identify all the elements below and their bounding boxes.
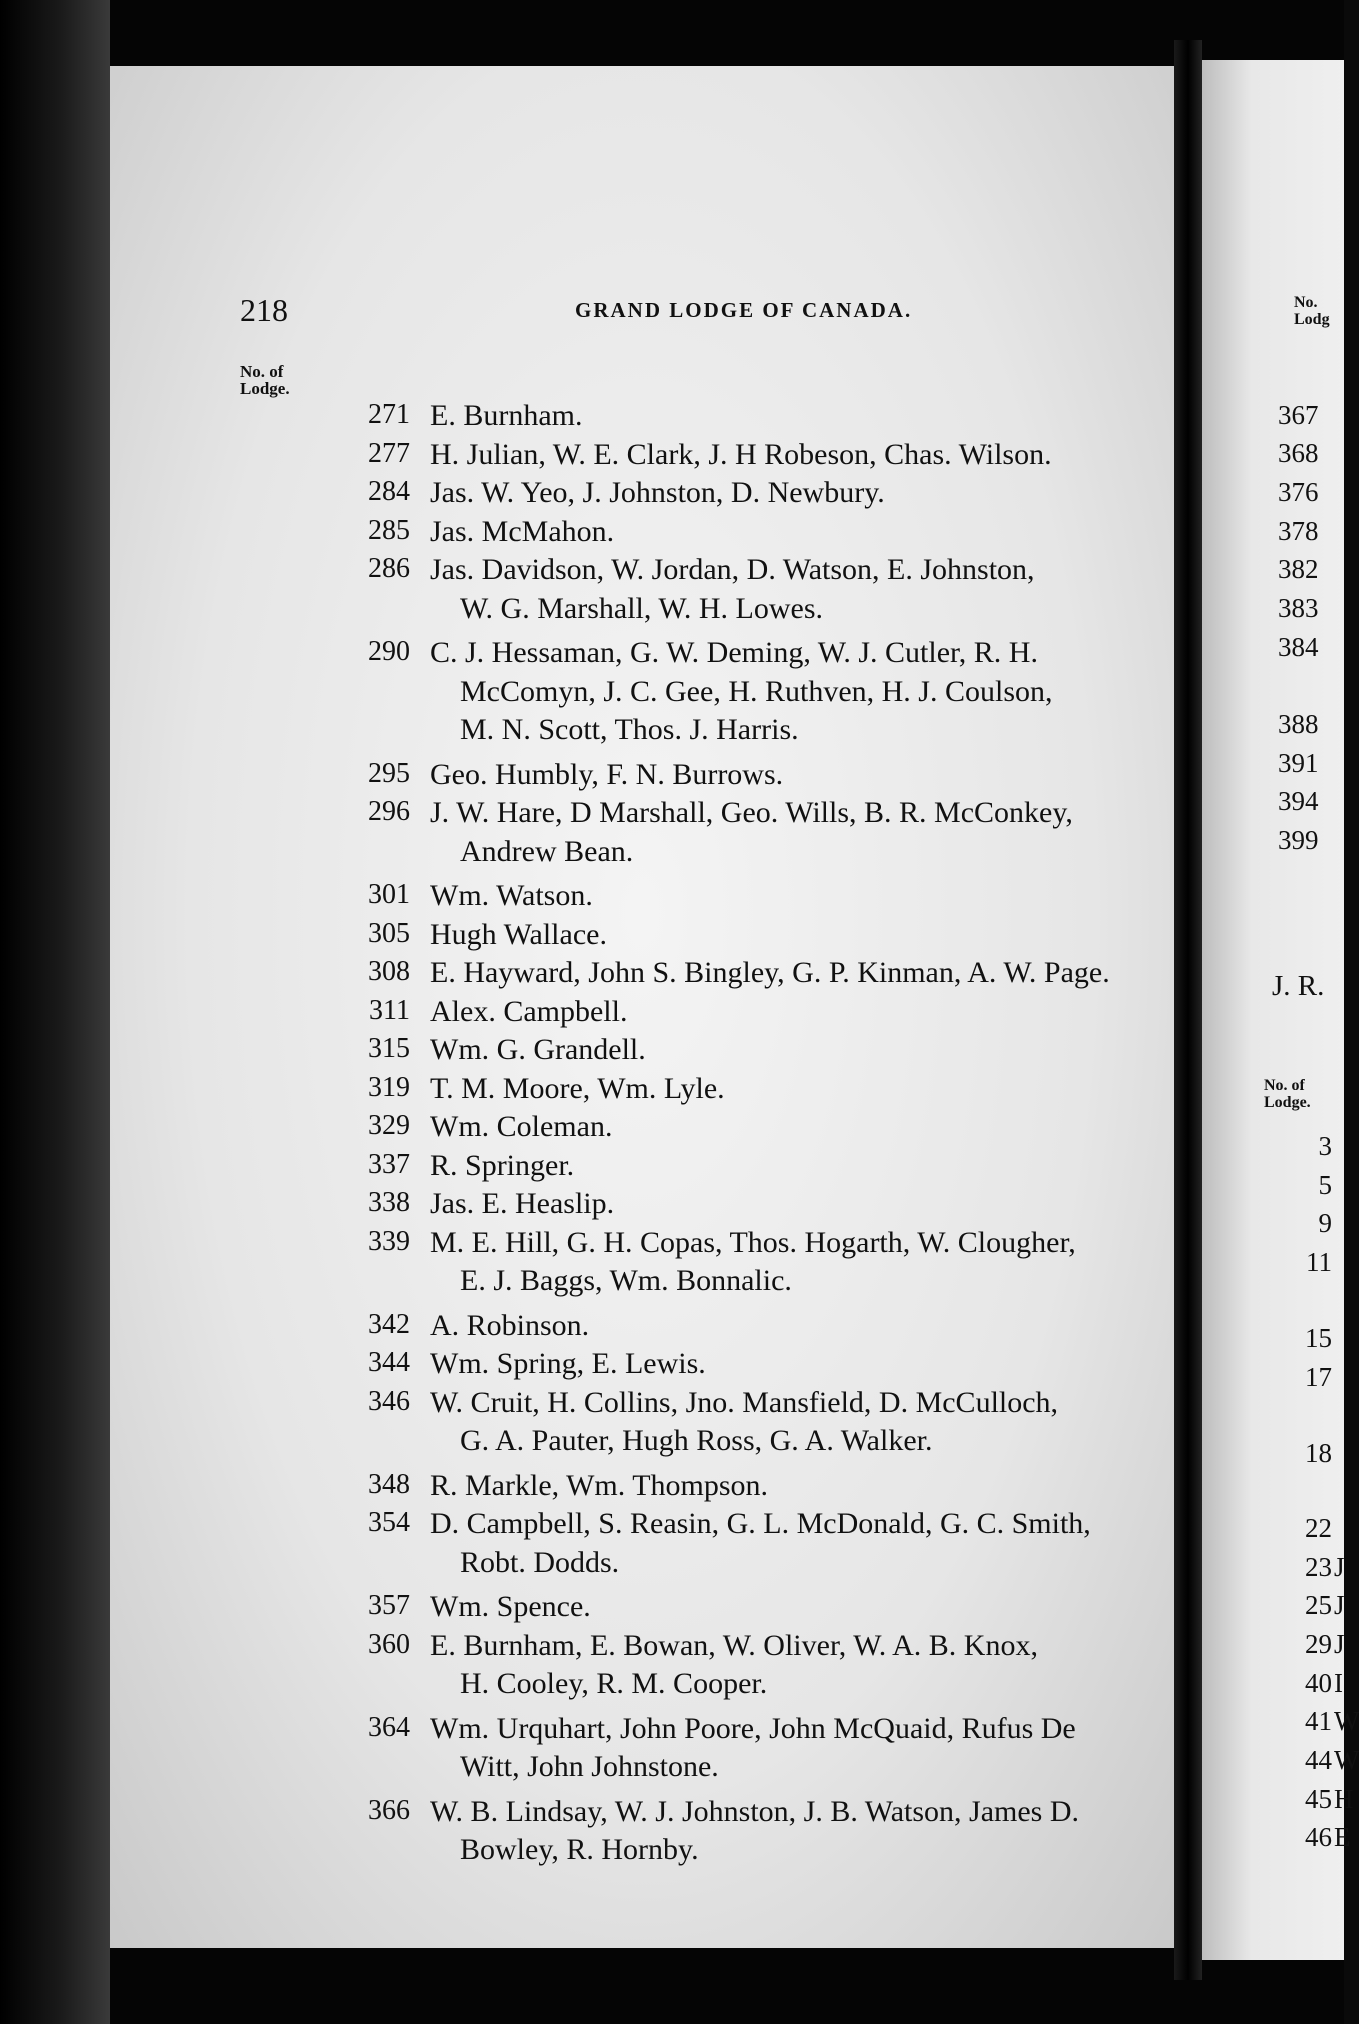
facing-page (1202, 60, 1359, 1960)
facing-lodge-number: 383 (1278, 593, 1319, 623)
lodge-members: H. Julian, W. E. Clark, J. H Robeson, Chas. Wilson. (430, 437, 1052, 471)
lodge-members: E. Burnham. (430, 399, 583, 432)
lodge-members: Wm. Coleman. (430, 1110, 613, 1143)
lodge-members: E. Hayward, John S. Bingley, G. P. Kinman, A. W. Page. (430, 956, 1110, 989)
facing-lodge-number: 18 (1305, 1438, 1332, 1468)
lodge-members: Wm. G. Grandell. (430, 1033, 646, 1066)
lodge-members-continued: Andrew Bean. (460, 834, 634, 868)
lodge-members: R. Springer. (430, 1148, 575, 1182)
lodge-number: 342 (368, 1308, 410, 1340)
lodge-members-continued: Witt, John Johnstone. (460, 1750, 719, 1783)
lodge-number: 338 (368, 1187, 410, 1218)
lodge-number: 311 (369, 994, 410, 1026)
lodge-number: 305 (368, 917, 410, 949)
facing-lodge-number: 368 (1278, 438, 1319, 468)
facing-name-fragment: E (1334, 1822, 1351, 1852)
lodge-number: 286 (368, 553, 410, 584)
lodge-members: A. Robinson. (430, 1308, 590, 1342)
facing-lodge-number: 382 (1278, 554, 1319, 584)
facing-lodge-number: 46 (1305, 1822, 1332, 1852)
lodge-members: T. M. Moore, Wm. Lyle. (430, 1071, 725, 1105)
lodge-members: Wm. Watson. (430, 879, 593, 912)
lodge-number: 290 (368, 636, 410, 667)
lodge-members: W. Cruit, H. Collins, Jno. Mansfield, D. McCulloch, (430, 1385, 1059, 1419)
lodge-members-continued: H. Cooley, R. M. Cooper. (460, 1667, 768, 1700)
lodge-number: 364 (368, 1711, 410, 1743)
lodge-number: 301 (368, 879, 410, 910)
lodge-members: Jas. E. Heaslip. (430, 1187, 615, 1220)
running-head: GRAND LODGE OF CANADA. (575, 298, 913, 322)
facing-lodge-number: 23 (1305, 1552, 1332, 1582)
facing-lodge-number: 15 (1305, 1323, 1332, 1353)
facing-name-fragment: I (1334, 1668, 1343, 1698)
facing-lodge-number: 45 (1305, 1784, 1332, 1814)
lodge-number: 296 (368, 796, 410, 827)
facing-name-fragment: J (1334, 1552, 1345, 1582)
facing-lodge-number: 384 (1278, 632, 1319, 662)
lodge-number: 366 (368, 1794, 410, 1826)
facing-name-fragment: H (1334, 1784, 1354, 1814)
facing-lodge-number: 399 (1278, 825, 1319, 855)
facing-heading-line: Lodg (1294, 311, 1330, 328)
facing-lodge-number: 376 (1278, 477, 1319, 507)
facing-lodge-number: 391 (1278, 748, 1319, 778)
lodge-members: Wm. Urquhart, John Poore, John McQuaid, Rufus De (430, 1711, 1076, 1745)
lodge-number: 360 (368, 1628, 410, 1660)
facing-name-fragment: W (1334, 1706, 1359, 1736)
facing-name-fragment: J (1334, 1629, 1345, 1659)
facing-heading-line: Lodge. (1264, 1094, 1311, 1111)
facing-lodge-number: 17 (1305, 1362, 1332, 1392)
lodge-number: 357 (368, 1590, 410, 1621)
facing-name-fragment: J (1334, 1590, 1345, 1620)
lodge-number: 344 (368, 1347, 410, 1378)
lodge-members: D. Campbell, S. Reasin, G. L. McDonald, G. C. Smith, (430, 1507, 1091, 1540)
lodge-number: 337 (368, 1148, 410, 1180)
facing-name-fragment: W (1334, 1745, 1359, 1775)
facing-lodge-number: 40 (1305, 1668, 1332, 1698)
lodge-members-continued: W. G. Marshall, W. H. Lowes. (460, 591, 824, 625)
lodge-members: Jas. Davidson, W. Jordan, D. Watson, E. Johnston, (430, 553, 1035, 586)
book-edge (0, 0, 110, 2024)
facing-lodge-number: 25 (1305, 1590, 1332, 1620)
lodge-members-continued: M. N. Scott, Thos. J. Harris. (460, 713, 799, 746)
lodge-number: 329 (368, 1110, 410, 1141)
lodge-members: M. E. Hill, G. H. Copas, Thos. Hogarth, W. Clougher, (430, 1225, 1076, 1259)
lodge-number: 339 (368, 1225, 410, 1257)
facing-heading-mid (1264, 1077, 1311, 1111)
facing-lodge-number: 29 (1305, 1629, 1332, 1659)
lodge-members-continued: McComyn, J. C. Gee, H. Ruthven, H. J. Coulson, (460, 674, 1053, 708)
lodge-number: 295 (368, 757, 410, 789)
facing-lodge-number: 11 (1306, 1247, 1332, 1277)
lodge-members: W. B. Lindsay, W. J. Johnston, J. B. Watson, James D. (430, 1794, 1080, 1828)
facing-lodge-number: 394 (1278, 786, 1319, 816)
column-heading-line: Lodge. (240, 379, 290, 398)
facing-lodge-number: 41 (1305, 1706, 1332, 1736)
lodge-number: 284 (368, 476, 410, 507)
lodge-number: 354 (368, 1507, 410, 1538)
lodge-members: Alex. Campbell. (430, 994, 628, 1028)
lodge-members: Wm. Spence. (430, 1590, 591, 1623)
lodge-number: 319 (368, 1071, 410, 1103)
lodge-number: 285 (368, 514, 410, 546)
lodge-members: Hugh Wallace. (430, 917, 607, 951)
facing-lodge-number: 378 (1278, 516, 1319, 546)
facing-lodge-number: 44 (1305, 1745, 1332, 1775)
facing-heading (1294, 294, 1330, 328)
lodge-members: Jas. W. Yeo, J. Johnston, D. Newbury. (430, 476, 885, 509)
gutter (1174, 40, 1202, 1980)
facing-heading-line: No. of (1264, 1077, 1305, 1094)
lodge-members: Geo. Humbly, F. N. Burrows. (430, 757, 784, 791)
lodge-members: E. Burnham, E. Bowan, W. Oliver, W. A. B. Knox, (430, 1628, 1038, 1662)
facing-lodge-number: 5 (1318, 1170, 1332, 1200)
lodge-members: R. Markle, Wm. Thompson. (430, 1468, 769, 1502)
facing-heading-line: No. (1294, 294, 1318, 311)
lodge-members: Wm. Spring, E. Lewis. (430, 1347, 706, 1380)
lodge-members: Jas. McMahon. (430, 514, 615, 548)
facing-lodge-number: 388 (1278, 709, 1319, 739)
lodge-number: 346 (368, 1385, 410, 1417)
lodge-members-continued: E. J. Baggs, Wm. Bonnalic. (460, 1264, 792, 1297)
lodge-members: C. J. Hessaman, G. W. Deming, W. J. Cutler, R. H. (430, 636, 1038, 669)
page-number: 218 (240, 292, 288, 328)
column-heading (240, 363, 290, 397)
column-heading-line: No. of (240, 362, 284, 381)
lodge-members: J. W. Hare, D Marshall, Geo. Wills, B. R. McConkey, (430, 796, 1073, 829)
lodge-members-continued: G. A. Pauter, Hugh Ross, G. A. Walker. (460, 1424, 933, 1457)
lodge-number: 271 (368, 399, 410, 430)
lodge-number: 277 (368, 437, 410, 469)
facing-lodge-number: 22 (1305, 1513, 1332, 1543)
lodge-members-continued: Bowley, R. Hornby. (460, 1833, 699, 1866)
facing-lodge-number: 3 (1318, 1131, 1332, 1161)
page (110, 66, 1174, 1948)
lodge-members-continued: Robt. Dodds. (460, 1545, 620, 1579)
lodge-number: 348 (368, 1468, 410, 1500)
lodge-number: 315 (368, 1033, 410, 1064)
facing-lodge-number: 367 (1278, 400, 1319, 430)
facing-initials: J. R. (1272, 970, 1325, 1002)
facing-lodge-number: 9 (1318, 1208, 1332, 1238)
lodge-number: 308 (368, 956, 410, 987)
